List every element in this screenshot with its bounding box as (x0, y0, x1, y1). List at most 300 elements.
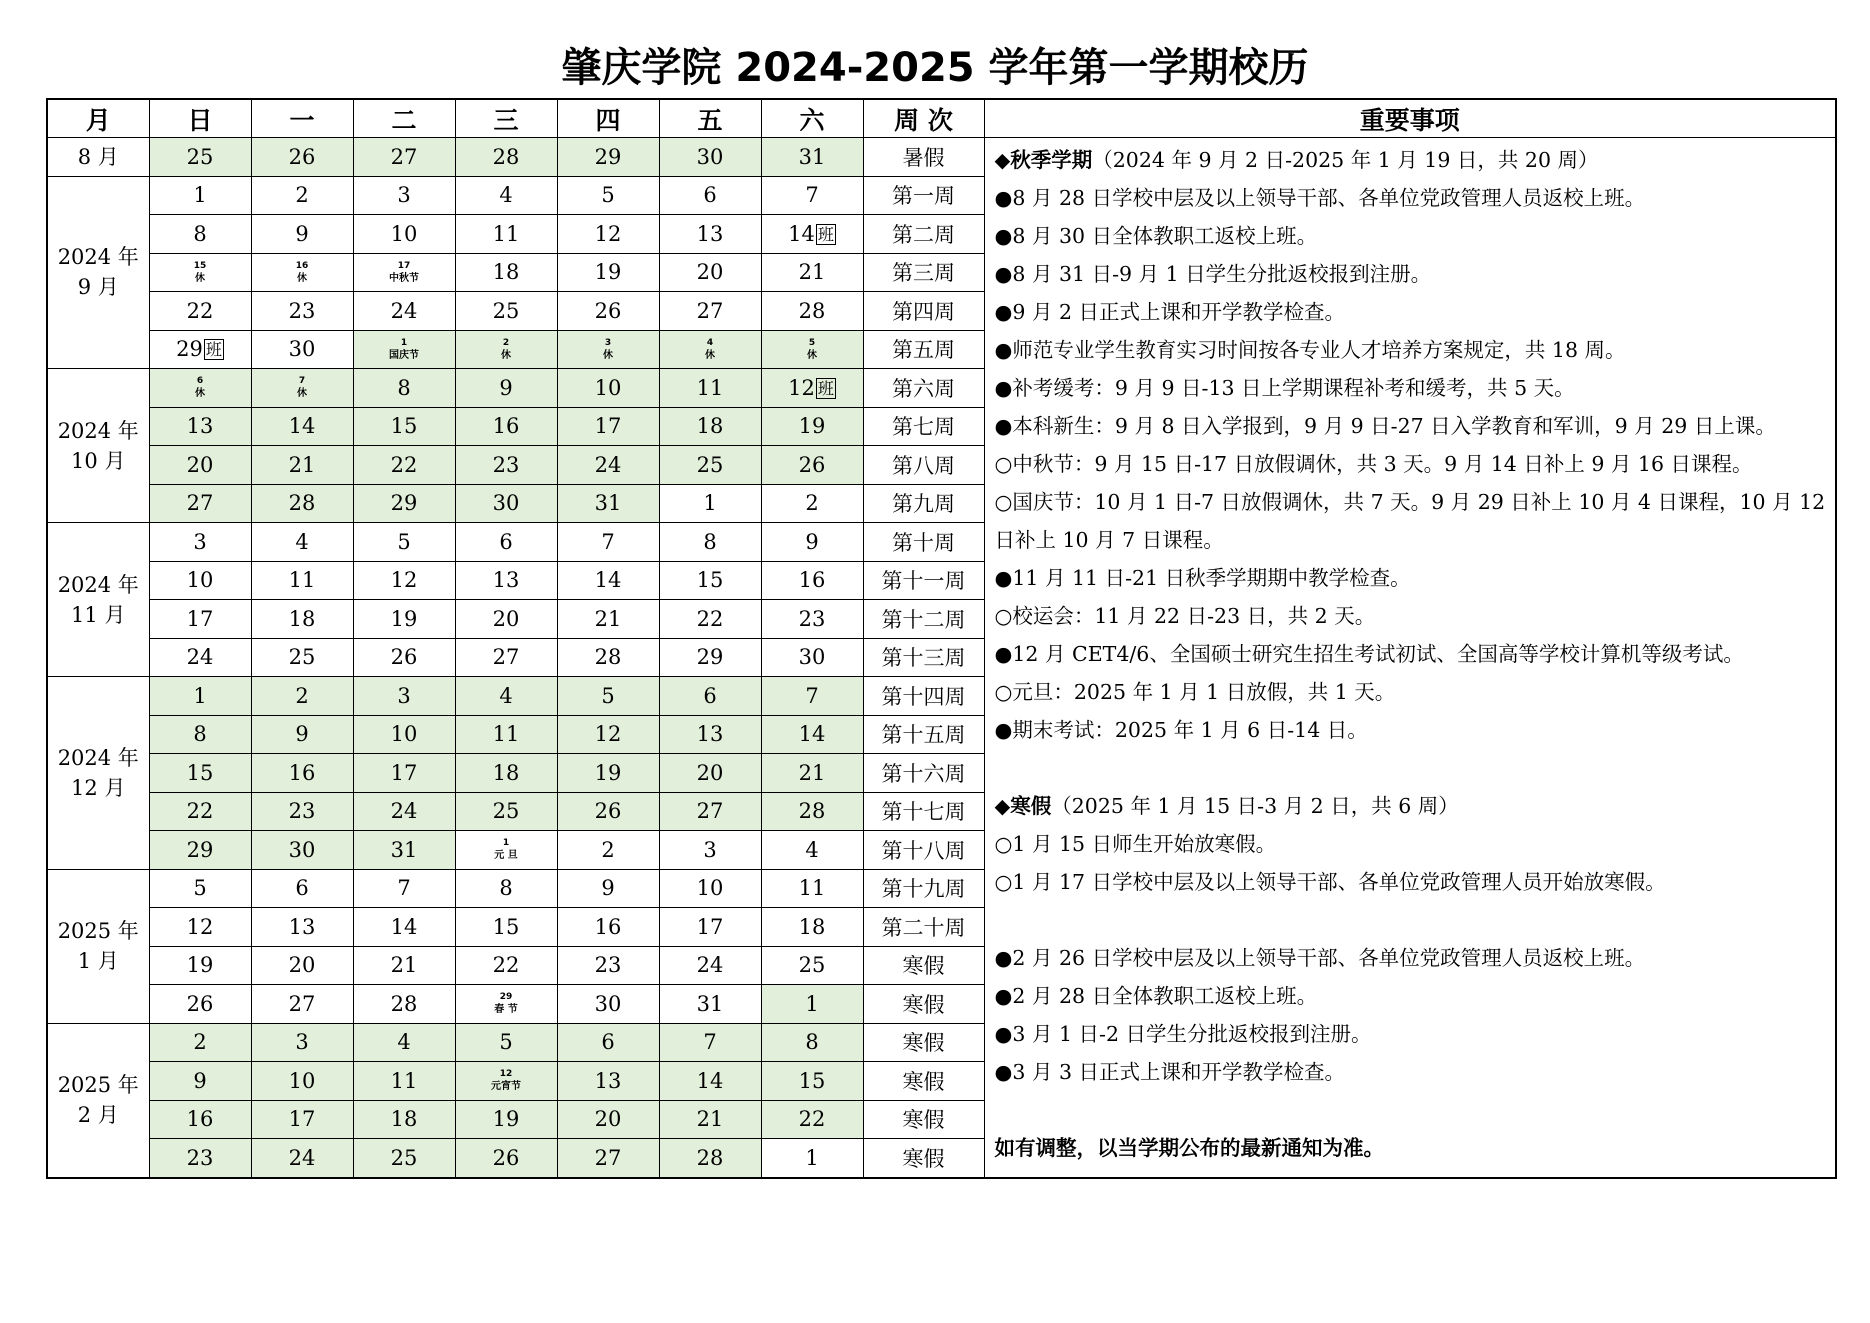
day-cell (353, 1100, 455, 1139)
day-number: 7 (397, 876, 411, 901)
day-number: 28 (594, 645, 622, 670)
holiday-label: 休 (195, 272, 205, 284)
day-number: 11 (492, 722, 520, 747)
day-number: 19 (798, 414, 826, 439)
day-cell (659, 715, 761, 754)
day-number: 5 (601, 183, 615, 208)
header-day-thu: 四 (557, 99, 659, 138)
day-number: 27 (696, 298, 724, 323)
day-cell (659, 1062, 761, 1101)
event-item (995, 217, 1836, 255)
day-number: 30 (492, 491, 520, 516)
day-number: 9 (193, 1068, 207, 1093)
event-item (995, 369, 1836, 407)
day-cell (353, 407, 455, 446)
day-number: 30 (696, 144, 724, 169)
day-cell (149, 1100, 251, 1139)
event-text: ●补考缓考：9 月 9 日-13 日上学期课程补考和缓考，共 5 天。 (994, 376, 1575, 400)
month-label: 2025 年 (57, 919, 139, 943)
day-cell (761, 292, 863, 331)
event-item (995, 939, 1836, 977)
day-cell (353, 215, 455, 254)
day-number: 5 (808, 337, 816, 348)
section-title: ◆秋季学期 (994, 148, 1093, 172)
day-number: 21 (594, 606, 622, 631)
day-number: 13 (492, 568, 520, 593)
day-number: 22 (390, 452, 418, 477)
day-number: 2 (295, 683, 309, 708)
day-number: 15 (798, 1068, 826, 1093)
day-number: 28 (798, 298, 826, 323)
day-number: 20 (288, 953, 316, 978)
day-number: 12 (788, 375, 815, 400)
day-number: 3 (397, 183, 411, 208)
day-number: 14 (594, 568, 622, 593)
day-number: 18 (288, 606, 316, 631)
day-cell (251, 484, 353, 523)
day-cell (761, 176, 863, 215)
day-cell (455, 754, 557, 793)
event-text: ●12 月 CET4/6、全国硕士研究生招生考试初试、全国高等学校计算机等级考试。 (994, 642, 1744, 666)
day-cell (659, 985, 761, 1024)
day-cell (251, 946, 353, 985)
day-cell (557, 407, 659, 446)
day-cell (149, 600, 251, 639)
holiday-label: 元 旦 (494, 850, 518, 862)
day-number: 3 (295, 1030, 309, 1055)
day-cell (761, 407, 863, 446)
event-item (995, 977, 1836, 1015)
month-cell (47, 176, 149, 369)
day-cell (557, 715, 659, 754)
event-item (995, 1015, 1836, 1053)
spacer (995, 901, 1836, 939)
day-number: 22 (798, 1107, 826, 1132)
day-cell (353, 600, 455, 639)
day-cell (659, 677, 761, 716)
day-number: 15 (193, 260, 207, 271)
day-number: 4 (499, 683, 513, 708)
day-cell (659, 215, 761, 254)
day-cell (149, 484, 251, 523)
day-number: 9 (601, 876, 615, 901)
day-number: 16 (594, 914, 622, 939)
day-number: 27 (594, 1145, 622, 1170)
event-item (995, 407, 1836, 445)
day-number: 28 (492, 144, 520, 169)
day-number: 4 (499, 183, 513, 208)
month-cell (47, 677, 149, 870)
day-cell (455, 446, 557, 485)
makeup-workday-badge: 班 (205, 340, 222, 360)
day-number: 24 (696, 953, 724, 978)
month-label: 2 月 (77, 1103, 119, 1127)
day-cell (251, 600, 353, 639)
day-number: 18 (798, 914, 826, 939)
day-cell (557, 792, 659, 831)
day-cell (761, 253, 863, 292)
day-number: 31 (696, 991, 724, 1016)
day-cell (149, 561, 251, 600)
day-cell (149, 176, 251, 215)
day-cell (659, 138, 761, 177)
events-panel (984, 138, 1836, 1178)
day-cell (455, 561, 557, 600)
header-day-fri: 五 (659, 99, 761, 138)
header-day-wed: 三 (455, 99, 557, 138)
day-cell (149, 677, 251, 716)
makeup-workday-badge: 班 (817, 224, 834, 244)
day-cell (455, 253, 557, 292)
event-text: ●8 月 30 日全体教职工返校上班。 (994, 224, 1318, 248)
day-number: 3 (193, 529, 207, 554)
day-cell (251, 715, 353, 754)
day-number: 7 (298, 376, 306, 387)
day-number: 20 (594, 1107, 622, 1132)
day-cell (353, 523, 455, 562)
day-cell (455, 831, 557, 870)
day-cell (353, 869, 455, 908)
holiday-label: 休 (297, 272, 307, 284)
week-label: 寒假 (863, 946, 984, 985)
day-cell (761, 985, 863, 1024)
day-number: 3 (604, 337, 612, 348)
day-cell (659, 1139, 761, 1178)
day-cell (761, 523, 863, 562)
day-number: 26 (390, 645, 418, 670)
day-number: 14 (696, 1068, 724, 1093)
day-number: 9 (295, 722, 309, 747)
day-number: 25 (798, 953, 826, 978)
day-cell (455, 908, 557, 947)
week-label: 第十九周 (863, 869, 984, 908)
day-cell (557, 1062, 659, 1101)
day-cell (353, 561, 455, 600)
day-cell (251, 523, 353, 562)
day-cell (557, 484, 659, 523)
day-number: 3 (397, 683, 411, 708)
day-cell (557, 446, 659, 485)
day-cell (149, 946, 251, 985)
day-cell (557, 754, 659, 793)
day-cell (353, 1062, 455, 1101)
day-number: 31 (798, 144, 826, 169)
day-cell (353, 1139, 455, 1178)
day-number: 13 (186, 414, 214, 439)
day-number: 17 (594, 414, 622, 439)
day-number: 8 (193, 722, 207, 747)
day-cell (659, 330, 761, 369)
day-number: 8 (193, 221, 207, 246)
day-cell (149, 1139, 251, 1178)
event-section-heading (995, 141, 1836, 179)
day-number: 4 (706, 337, 714, 348)
holiday-label: 休 (807, 349, 817, 361)
week-label: 第一周 (863, 176, 984, 215)
day-cell (659, 253, 761, 292)
day-cell (455, 715, 557, 754)
day-number: 29 (499, 992, 513, 1003)
day-number: 5 (499, 1030, 513, 1055)
event-text: ●11 月 11 日-21 日秋季学期期中教学检查。 (994, 566, 1411, 590)
week-label: 第七周 (863, 407, 984, 446)
day-number: 24 (390, 298, 418, 323)
holiday-label: 休 (297, 388, 307, 400)
day-cell (659, 176, 761, 215)
day-cell (251, 446, 353, 485)
day-number: 17 (390, 760, 418, 785)
day-cell (149, 985, 251, 1024)
day-cell (659, 369, 761, 408)
day-number: 31 (390, 837, 418, 862)
day-cell (455, 1023, 557, 1062)
day-number: 21 (390, 953, 418, 978)
day-cell (353, 1023, 455, 1062)
day-cell (557, 1100, 659, 1139)
day-cell (659, 792, 761, 831)
day-cell (251, 638, 353, 677)
day-number: 29 (390, 491, 418, 516)
day-number: 24 (288, 1145, 316, 1170)
day-number: 28 (390, 991, 418, 1016)
event-text: ●3 月 1 日-2 日学生分批返校报到注册。 (994, 1022, 1372, 1046)
event-text: ●8 月 31 日-9 月 1 日学生分批返校报到注册。 (994, 262, 1432, 286)
day-cell (455, 484, 557, 523)
day-number: 27 (288, 991, 316, 1016)
day-cell (251, 292, 353, 331)
day-number: 28 (798, 799, 826, 824)
week-label: 第十一周 (863, 561, 984, 600)
event-text: （2025 年 1 月 15 日-3 月 2 日，共 6 周） (1051, 794, 1459, 818)
day-cell (149, 1023, 251, 1062)
day-cell (251, 754, 353, 793)
event-item (995, 673, 1836, 711)
event-text: ●9 月 2 日正式上课和开学教学检查。 (994, 300, 1346, 324)
day-cell (557, 908, 659, 947)
day-cell (455, 176, 557, 215)
day-number: 26 (594, 298, 622, 323)
day-number: 10 (390, 221, 418, 246)
day-number: 10 (390, 722, 418, 747)
day-cell (149, 215, 251, 254)
day-cell (557, 523, 659, 562)
month-label: 11 月 (71, 602, 126, 627)
day-cell (761, 754, 863, 793)
day-number: 8 (397, 375, 411, 400)
event-item (995, 559, 1836, 597)
day-number: 15 (390, 414, 418, 439)
day-number: 1 (703, 491, 717, 516)
day-number: 19 (492, 1107, 520, 1132)
week-row (47, 138, 1836, 177)
day-number: 2 (601, 837, 615, 862)
day-number: 8 (703, 529, 717, 554)
day-cell (557, 1139, 659, 1178)
day-number: 19 (594, 260, 622, 285)
day-number: 6 (499, 529, 513, 554)
day-number: 17 (186, 606, 214, 631)
day-number: 18 (492, 760, 520, 785)
holiday-label: 元宵节 (491, 1081, 521, 1093)
day-cell (557, 946, 659, 985)
day-number: 25 (696, 452, 724, 477)
day-cell (659, 523, 761, 562)
day-number: 24 (186, 645, 214, 670)
day-number: 23 (186, 1145, 214, 1170)
day-cell (149, 638, 251, 677)
event-item (995, 179, 1836, 217)
event-text: ○1 月 15 日师生开始放寒假。 (994, 832, 1277, 856)
day-number: 7 (601, 529, 615, 554)
week-label: 第六周 (863, 369, 984, 408)
header-day-sat: 六 (761, 99, 863, 138)
event-text: ●2 月 26 日学校中层及以上领导干部、各单位党政管理人员返校上班。 (994, 946, 1646, 970)
day-number: 19 (186, 953, 214, 978)
day-number: 20 (492, 606, 520, 631)
event-text: ○校运会：11 月 22 日-23 日，共 2 天。 (994, 604, 1376, 628)
day-cell (761, 792, 863, 831)
school-calendar-table (46, 98, 1837, 1179)
makeup-workday-badge: 班 (817, 378, 834, 398)
header-events: 重要事项 (984, 99, 1836, 138)
day-number: 22 (186, 799, 214, 824)
event-text: ○国庆节：10 月 1 日-7 日放假调休，共 7 天。9 月 29 日补上 10 月 4 日课程，10 月 12 日补上 10 月 7 日课程。 (994, 490, 1826, 552)
day-cell (455, 946, 557, 985)
day-number: 23 (492, 452, 520, 477)
event-item (995, 597, 1836, 635)
day-number: 5 (601, 683, 615, 708)
event-text: 如有调整，以当学期公布的最新通知为准。 (994, 1136, 1384, 1160)
event-item (995, 863, 1836, 901)
day-cell (557, 369, 659, 408)
day-cell (251, 330, 353, 369)
day-cell (353, 908, 455, 947)
day-number: 28 (696, 1145, 724, 1170)
day-number: 26 (288, 144, 316, 169)
day-cell (557, 138, 659, 177)
header-month: 月 (47, 99, 149, 138)
day-cell (149, 138, 251, 177)
day-number: 9 (499, 375, 513, 400)
week-label: 第十六周 (863, 754, 984, 793)
day-number: 25 (288, 645, 316, 670)
day-number: 26 (492, 1145, 520, 1170)
header-row (47, 99, 1836, 138)
day-cell (149, 869, 251, 908)
month-label: 2024 年 (57, 245, 139, 270)
day-number: 13 (696, 221, 724, 246)
month-label: 8 月 (77, 144, 119, 169)
day-number: 6 (703, 683, 717, 708)
day-cell (557, 330, 659, 369)
week-label: 第十三周 (863, 638, 984, 677)
day-number: 12 (390, 568, 418, 593)
day-cell (659, 946, 761, 985)
day-number: 25 (492, 298, 520, 323)
day-cell (455, 792, 557, 831)
week-label: 第二周 (863, 215, 984, 254)
day-cell (557, 638, 659, 677)
day-cell (761, 369, 863, 408)
day-number: 7 (805, 183, 819, 208)
day-number: 18 (696, 414, 724, 439)
event-item (995, 331, 1836, 369)
day-cell (455, 677, 557, 716)
day-cell (455, 600, 557, 639)
day-cell (251, 908, 353, 947)
day-cell (659, 292, 761, 331)
event-text: ○1 月 17 日学校中层及以上领导干部、各单位党政管理人员开始放寒假。 (994, 870, 1666, 894)
day-cell (659, 407, 761, 446)
day-cell (251, 176, 353, 215)
day-cell (455, 292, 557, 331)
day-cell (455, 1062, 557, 1101)
day-cell (659, 869, 761, 908)
day-cell (761, 561, 863, 600)
day-cell (455, 138, 557, 177)
day-cell (761, 946, 863, 985)
day-number: 8 (499, 876, 513, 901)
day-number: 11 (696, 375, 724, 400)
day-number: 17 (696, 914, 724, 939)
event-text: （2024 年 9 月 2 日-2025 年 1 月 19 日，共 20 周） (1092, 148, 1599, 172)
day-number: 19 (390, 606, 418, 631)
day-cell (251, 1023, 353, 1062)
day-cell (251, 369, 353, 408)
day-number: 14 (390, 914, 418, 939)
week-label: 第十周 (863, 523, 984, 562)
day-number: 30 (594, 991, 622, 1016)
day-cell (251, 1062, 353, 1101)
day-number: 4 (295, 529, 309, 554)
event-text: ○元旦：2025 年 1 月 1 日放假，共 1 天。 (994, 680, 1396, 704)
day-cell (353, 831, 455, 870)
day-cell (557, 215, 659, 254)
day-cell (761, 330, 863, 369)
day-cell (149, 253, 251, 292)
section-title: ◆寒假 (994, 794, 1052, 818)
day-number: 16 (295, 260, 309, 271)
event-item (995, 445, 1836, 483)
day-cell (353, 638, 455, 677)
day-number: 10 (186, 568, 214, 593)
day-number: 17 (288, 1107, 316, 1132)
day-cell (557, 985, 659, 1024)
day-cell (455, 369, 557, 408)
holiday-label: 休 (195, 388, 205, 400)
day-cell (149, 754, 251, 793)
header-day-mon: 一 (251, 99, 353, 138)
event-text: ●3 月 3 日正式上课和开学教学检查。 (994, 1060, 1346, 1084)
day-number: 10 (696, 876, 724, 901)
day-number: 13 (594, 1068, 622, 1093)
day-cell (353, 446, 455, 485)
day-number: 4 (805, 837, 819, 862)
event-item (995, 483, 1836, 559)
day-cell (455, 407, 557, 446)
event-item (995, 255, 1836, 293)
day-number: 5 (193, 876, 207, 901)
day-number: 30 (798, 645, 826, 670)
day-cell (455, 638, 557, 677)
day-number: 30 (288, 837, 316, 862)
day-cell (659, 561, 761, 600)
day-cell (353, 484, 455, 523)
day-cell (455, 523, 557, 562)
event-text: ●期末考试：2025 年 1 月 6 日-14 日。 (994, 718, 1368, 742)
day-number: 7 (703, 1030, 717, 1055)
event-text: ●8 月 28 日学校中层及以上领导干部、各单位党政管理人员返校上班。 (994, 186, 1646, 210)
